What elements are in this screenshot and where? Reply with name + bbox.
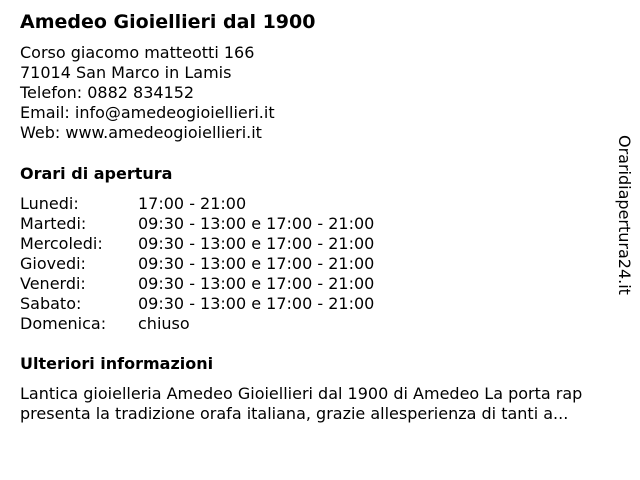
address-street: Corso giacomo matteotti 166 <box>20 43 255 62</box>
business-card <box>20 0 610 480</box>
website-line: Web: www.amedeogioiellieri.it <box>20 123 262 142</box>
site-watermark: Oraridiapertura24.it <box>615 135 634 295</box>
business-name: Amedeo Gioiellieri dal 1900 <box>20 11 316 33</box>
day-label: Sabato: <box>20 294 82 313</box>
time-value: 17:00 - 21:00 <box>138 194 247 213</box>
opening-hours-heading: Orari di apertura <box>20 164 173 183</box>
description-line: Lantica gioielleria Amedeo Gioiellieri dal 1900 di Amedeo La porta rap <box>20 384 583 403</box>
time-value: 09:30 - 13:00 e 17:00 - 21:00 <box>138 234 375 253</box>
day-label: Giovedi: <box>20 254 86 273</box>
business-description <box>20 384 620 424</box>
day-label: Martedi: <box>20 214 87 233</box>
day-label: Mercoledi: <box>20 234 103 253</box>
address-city: 71014 San Marco in Lamis <box>20 63 232 82</box>
additional-info-heading: Ulteriori informazioni <box>20 354 214 373</box>
email-line: Email: info@amedeogioiellieri.it <box>20 103 275 122</box>
time-value: chiuso <box>138 314 190 333</box>
contact-block <box>20 43 275 143</box>
day-label: Domenica: <box>20 314 107 333</box>
time-value: 09:30 - 13:00 e 17:00 - 21:00 <box>138 274 375 293</box>
day-label: Venerdi: <box>20 274 86 293</box>
phone-line: Telefon: 0882 834152 <box>20 83 195 102</box>
time-value: 09:30 - 13:00 e 17:00 - 21:00 <box>138 294 375 313</box>
time-value: 09:30 - 13:00 e 17:00 - 21:00 <box>138 214 375 233</box>
time-value: 09:30 - 13:00 e 17:00 - 21:00 <box>138 254 375 273</box>
description-line: presenta la tradizione orafa italiana, grazie allesperienza di tanti a... <box>20 404 569 423</box>
day-label: Lunedi: <box>20 194 79 213</box>
